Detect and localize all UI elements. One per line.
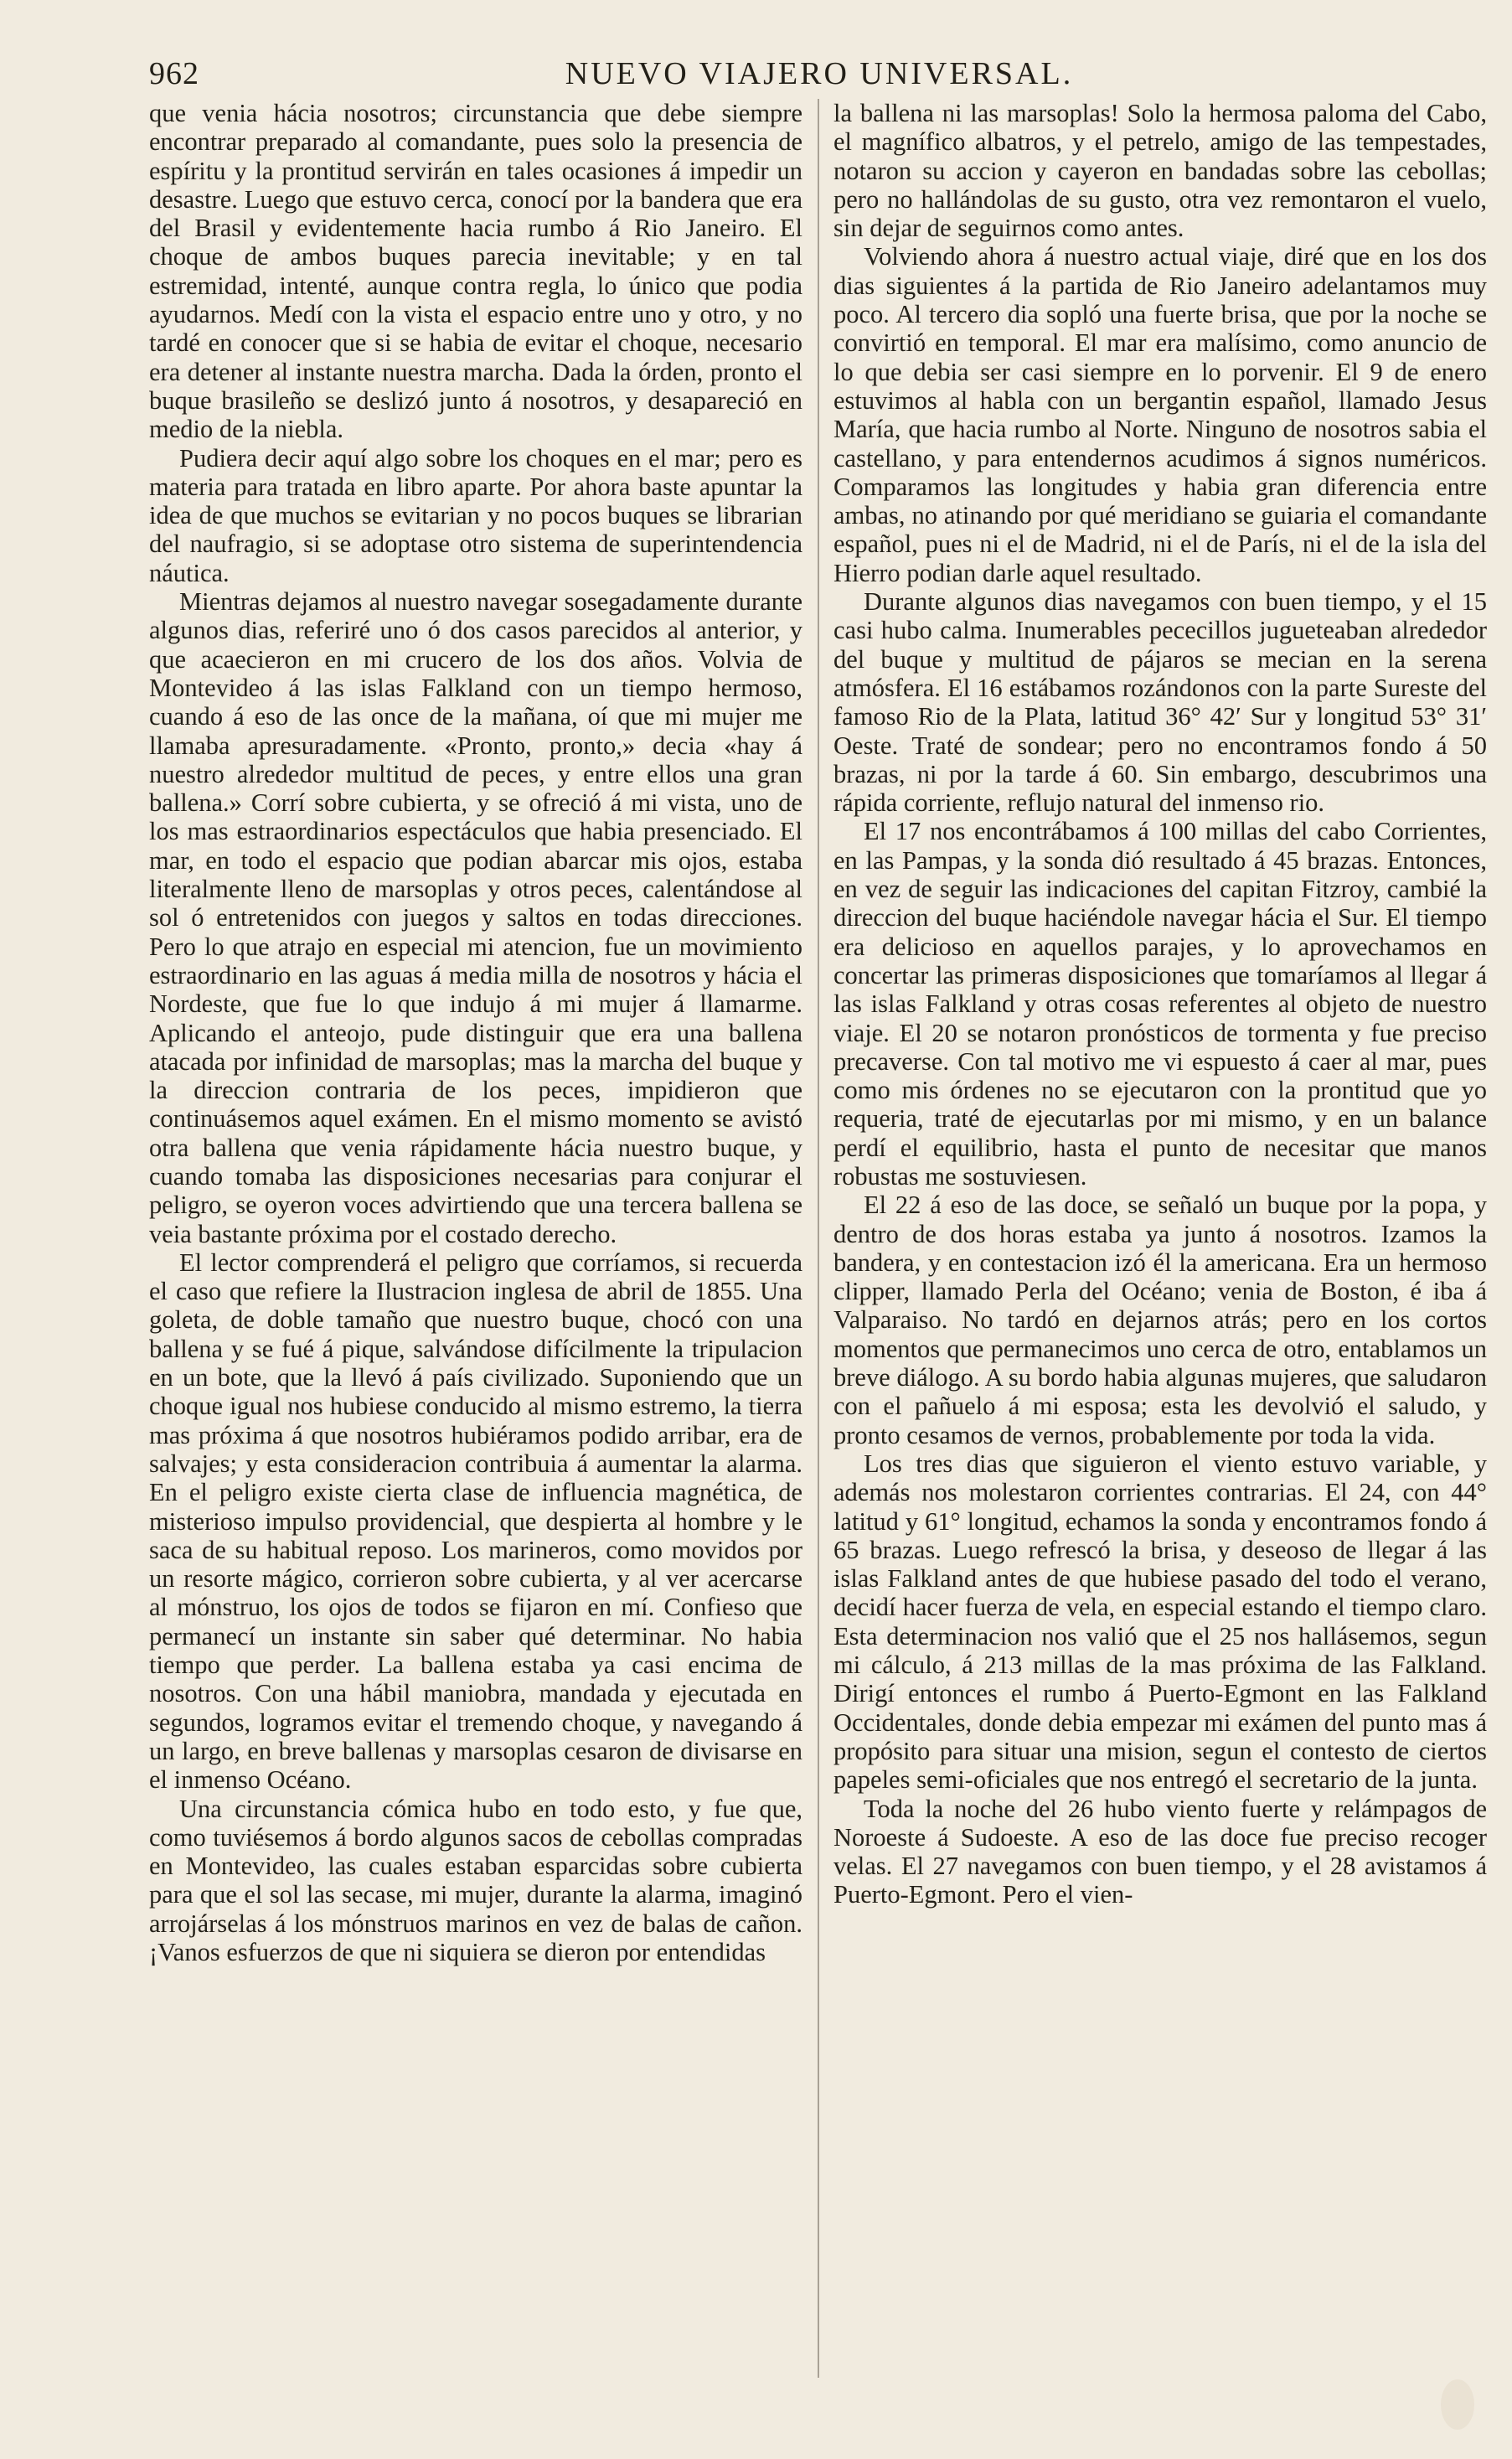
paragraph: que venia hácia nosotros; circunstancia que debe siempre encontrar preparado al comandante, pues solo la presencia de espíritu y la prontitud servirán en tales ocasiones á impedir un desastre. Luego que estuvo cerca, conocí por la bandera que era del Brasil y evidentemente hacia rumbo á Rio Janeiro. El choque de ambos buques parecia inevitable; y en tal estremidad, intenté, aunque contra regla, lo único que podia ayudarnos. Medí con la vista el espacio entre uno y otro, y no tardé en conocer que si se habia de evitar el choque, necesario era detener al instante nuestra marcha. Dada la órden, pronto el buque brasileño se deslizó junto á nosotros, y desapareció en medio de la niebla. [149,99,802,444]
paragraph: Una circunstancia cómica hubo en todo esto, y fue que, como tuviésemos á bordo algunos sacos de cebollas compradas en Montevideo, las cuales estaban esparcidas sobre cubierta para que el sol las secase, mi mujer, durante la alarma, imaginó arrojárselas á los mónstruos marinos en vez de balas de cañon. ¡Vanos esfuerzos de que ni siquiera se dieron por entendidas [149,1794,802,1966]
paragraph: El 17 nos encontrábamos á 100 millas del cabo Corrientes, en las Pampas, y la sonda dió resultado á 45 brazas. Entonces, en vez de seguir las indicaciones del capitan Fitzroy, cambié la direccion del buque haciéndole navegar hácia el Sur. El tiempo era delicioso en aquellos parajes, y lo aprovechamos en concertar las primeras disposiciones que tomaríamos al llegar á las islas Falkland y otras cosas referentes al objeto de nuestro viaje. El 20 se notaron pronósticos de tormenta y fue preciso precaverse. Con tal motivo me vi espuesto á caer al mar, pues como mis órdenes no se ejecutaron con la prontitud que yo requeria, traté de ejecutarlas por mi mismo, y en un balance perdí el equilibrio, hasta el punto de necesitar que manos robustas me sostuviesen. [833,817,1487,1191]
paragraph: Mientras dejamos al nuestro navegar sosegadamente durante algunos dias, referiré uno ó dos casos parecidos al anterior, y que acaecieron en mi crucero de los dos años. Volvia de Montevideo á las islas Falkland con un tiempo hermoso, cuando á eso de las once de la mañana, oí que mi mujer me llamaba apresuradamente. «Pronto, pronto,» decia «hay á nuestro alrededor multitud de peces, y entre ellos una gran ballena.» Corrí sobre cubierta, y se ofreció á mi vista, uno de los mas estraordinarios espectáculos que habia presenciado. El mar, en todo el espacio que podian abarcar mis ojos, estaba literalmente lleno de marsoplas y otros peces, calentándose al sol ó entretenidos con juegos y saltos en todas direcciones. Pero lo que atrajo en especial mi atencion, fue un movimiento estraordinario en las aguas á media milla de nosotros y hácia el Nordeste, que fue lo que indujo á mi mujer á llamarme. Aplicando el anteojo, pude distinguir que era una ballena atacada por infinidad de marsoplas; mas la marcha del buque y la direccion contraria de los peces, impidieron que continuásemos aquel exámen. En el mismo momento se avistó otra ballena que venia rápidamente hácia nuestro buque, y cuando tomaba las disposiciones necesarias para conjurar el peligro, se oyeron voces advirtiendo que una tercera ballena se veia bastante próxima por el costado derecho. [149,587,802,1248]
paragraph: Volviendo ahora á nuestro actual viaje, diré que en los dos dias siguientes á la partida de Rio Janeiro adelantamos muy poco. Al tercero dia sopló una fuerte brisa, que por la noche se convirtió en temporal. El mar era malísimo, como anuncio de lo que debia ser casi siempre en lo porvenir. El 9 de enero estuvimos al habla con un bergantin español, llamado Jesus María, que hacia rumbo al Norte. Ninguno de nosotros sabia el castellano, y para entendernos acudimos á signos numéricos. Comparamos las longitudes y habia gran diferencia entre ambas, no atinando por qué meridiano se guiaria el comandante español, pues ni el de Madrid, ni el de París, ni el de la isla del Hierro podian darle aquel resultado. [833,242,1487,587]
page-number: 962 [149,56,199,91]
paragraph: Durante algunos dias navegamos con buen tiempo, y el 15 casi hubo calma. Inumerables pececillos jugueteaban alrededor del buque y multitud de pájaros se mecian en la serena atmósfera. El 16 estábamos rozándonos con la parte Sureste del famoso Rio de la Plata, latitud 36° 42′ Sur y longitud 53° 31′ Oeste. Traté de sondear; pero no encontramos fondo á 50 brazas, ni por la tarde á 60. Sin embargo, descubrimos una rápida corriente, reflujo natural del inmenso rio. [833,587,1487,818]
running-title: NUEVO VIAJERO UNIVERSAL. [565,56,1074,91]
page-header [149,55,1489,96]
paragraph: Los tres dias que siguieron el viento estuvo variable, y además nos molestaron corrientes contrarias. El 24, con 44° latitud y 61° longitud, echamos la sonda y encontramos fondo á 65 brazas. Luego refrescó la brisa, y deseoso de llegar á las islas Falkland antes de que hubiese pasado del todo el verano, decidí hacer fuerza de vela, en especial estando el tiempo claro. Esta determinacion nos valió que el 25 nos hallásemos, segun mi cálculo, á 213 millas de la mas próxima de las Falkland. Dirigí entonces el rumbo á Puerto-Egmont en las Falkland Occidentales, donde debia empezar mi exámen del punto mas á propósito para situar una mision, segun el contesto de ciertos papeles semi-oficiales que nos entregó el secretario de la junta. [833,1449,1487,1795]
paragraph: la ballena ni las marsoplas! Solo la hermosa paloma del Cabo, el magnífico albatros, y el petrelo, amigo de las tempestades, notaron su accion y cayeron en bandadas sobre las cebollas; pero no hallándolas de su gusto, otra vez remontaron el vuelo, sin dejar de seguirnos como antes. [833,99,1487,243]
paragraph: El lector comprenderá el peligro que corríamos, si recuerda el caso que refiere la Ilustracion inglesa de abril de 1855. Una goleta, de doble tamaño que nuestro buque, chocó con una ballena y se fué á pique, salvándose difícilmente la tripulacion en un bote, que la llevó á país civilizado. Suponiendo que un choque igual nos hubiese conducido al mismo estremo, la tierra mas próxima á que nosotros hubiéramos podido arribar, era de salvajes; y esta consideracion contribuia á aumentar la alarma. En el peligro existe cierta clase de influencia magnética, de misterioso impulso providencial, que despierta al hombre y le saca de su habitual reposo. Los marineros, como movidos por un resorte mágico, corrieron sobre cubierta, y al ver acercarse al mónstruo, los ojos de todos se fijaron en mí. Confieso que permanecí un instante sin saber qué determinar. No habia tiempo que perder. La ballena estaba ya casi encima de nosotros. Con una hábil maniobra, mandada y ejecutada en segundos, logramos evitar el tremendo choque, y navegando á un largo, en breve ballenas y marsoplas cesaron de divisarse en el inmenso Océano. [149,1248,802,1795]
right-column [833,99,1487,1909]
paragraph: El 22 á eso de las doce, se señaló un buque por la popa, y dentro de dos horas estaba ya junto á nosotros. Izamos la bandera, y en contestacion izó él la americana. Era un hermoso clipper, llamado Perla del Océano; venia de Boston, é iba á Valparaiso. No tardó en dejarnos atrás; pero en los cortos momentos que permanecimos uno cerca de otro, entablamos un breve diálogo. A su bordo habia algunas mujeres, que saludaron con el pañuelo á mi esposa; esta les devolvió el saludo, y pronto cesamos de vernos, probablemente por toda la vida. [833,1191,1487,1449]
paper-stain [1441,2379,1474,2430]
paragraph: Toda la noche del 26 hubo viento fuerte y relámpagos de Noroeste á Sudoeste. A eso de las doce fue preciso recoger velas. El 27 navegamos con buen tiempo, y el 28 avistamos á Puerto-Egmont. Pero el vien- [833,1794,1487,1909]
column-divider [818,99,819,2378]
paragraph: Pudiera decir aquí algo sobre los choques en el mar; pero es materia para tratada en libro aparte. Por ahora baste apuntar la idea de que muchos se evitarian y no pocos buques se librarian del naufragio, si se adoptase otro sistema de superintendencia náutica. [149,443,802,587]
left-column [149,99,802,1966]
